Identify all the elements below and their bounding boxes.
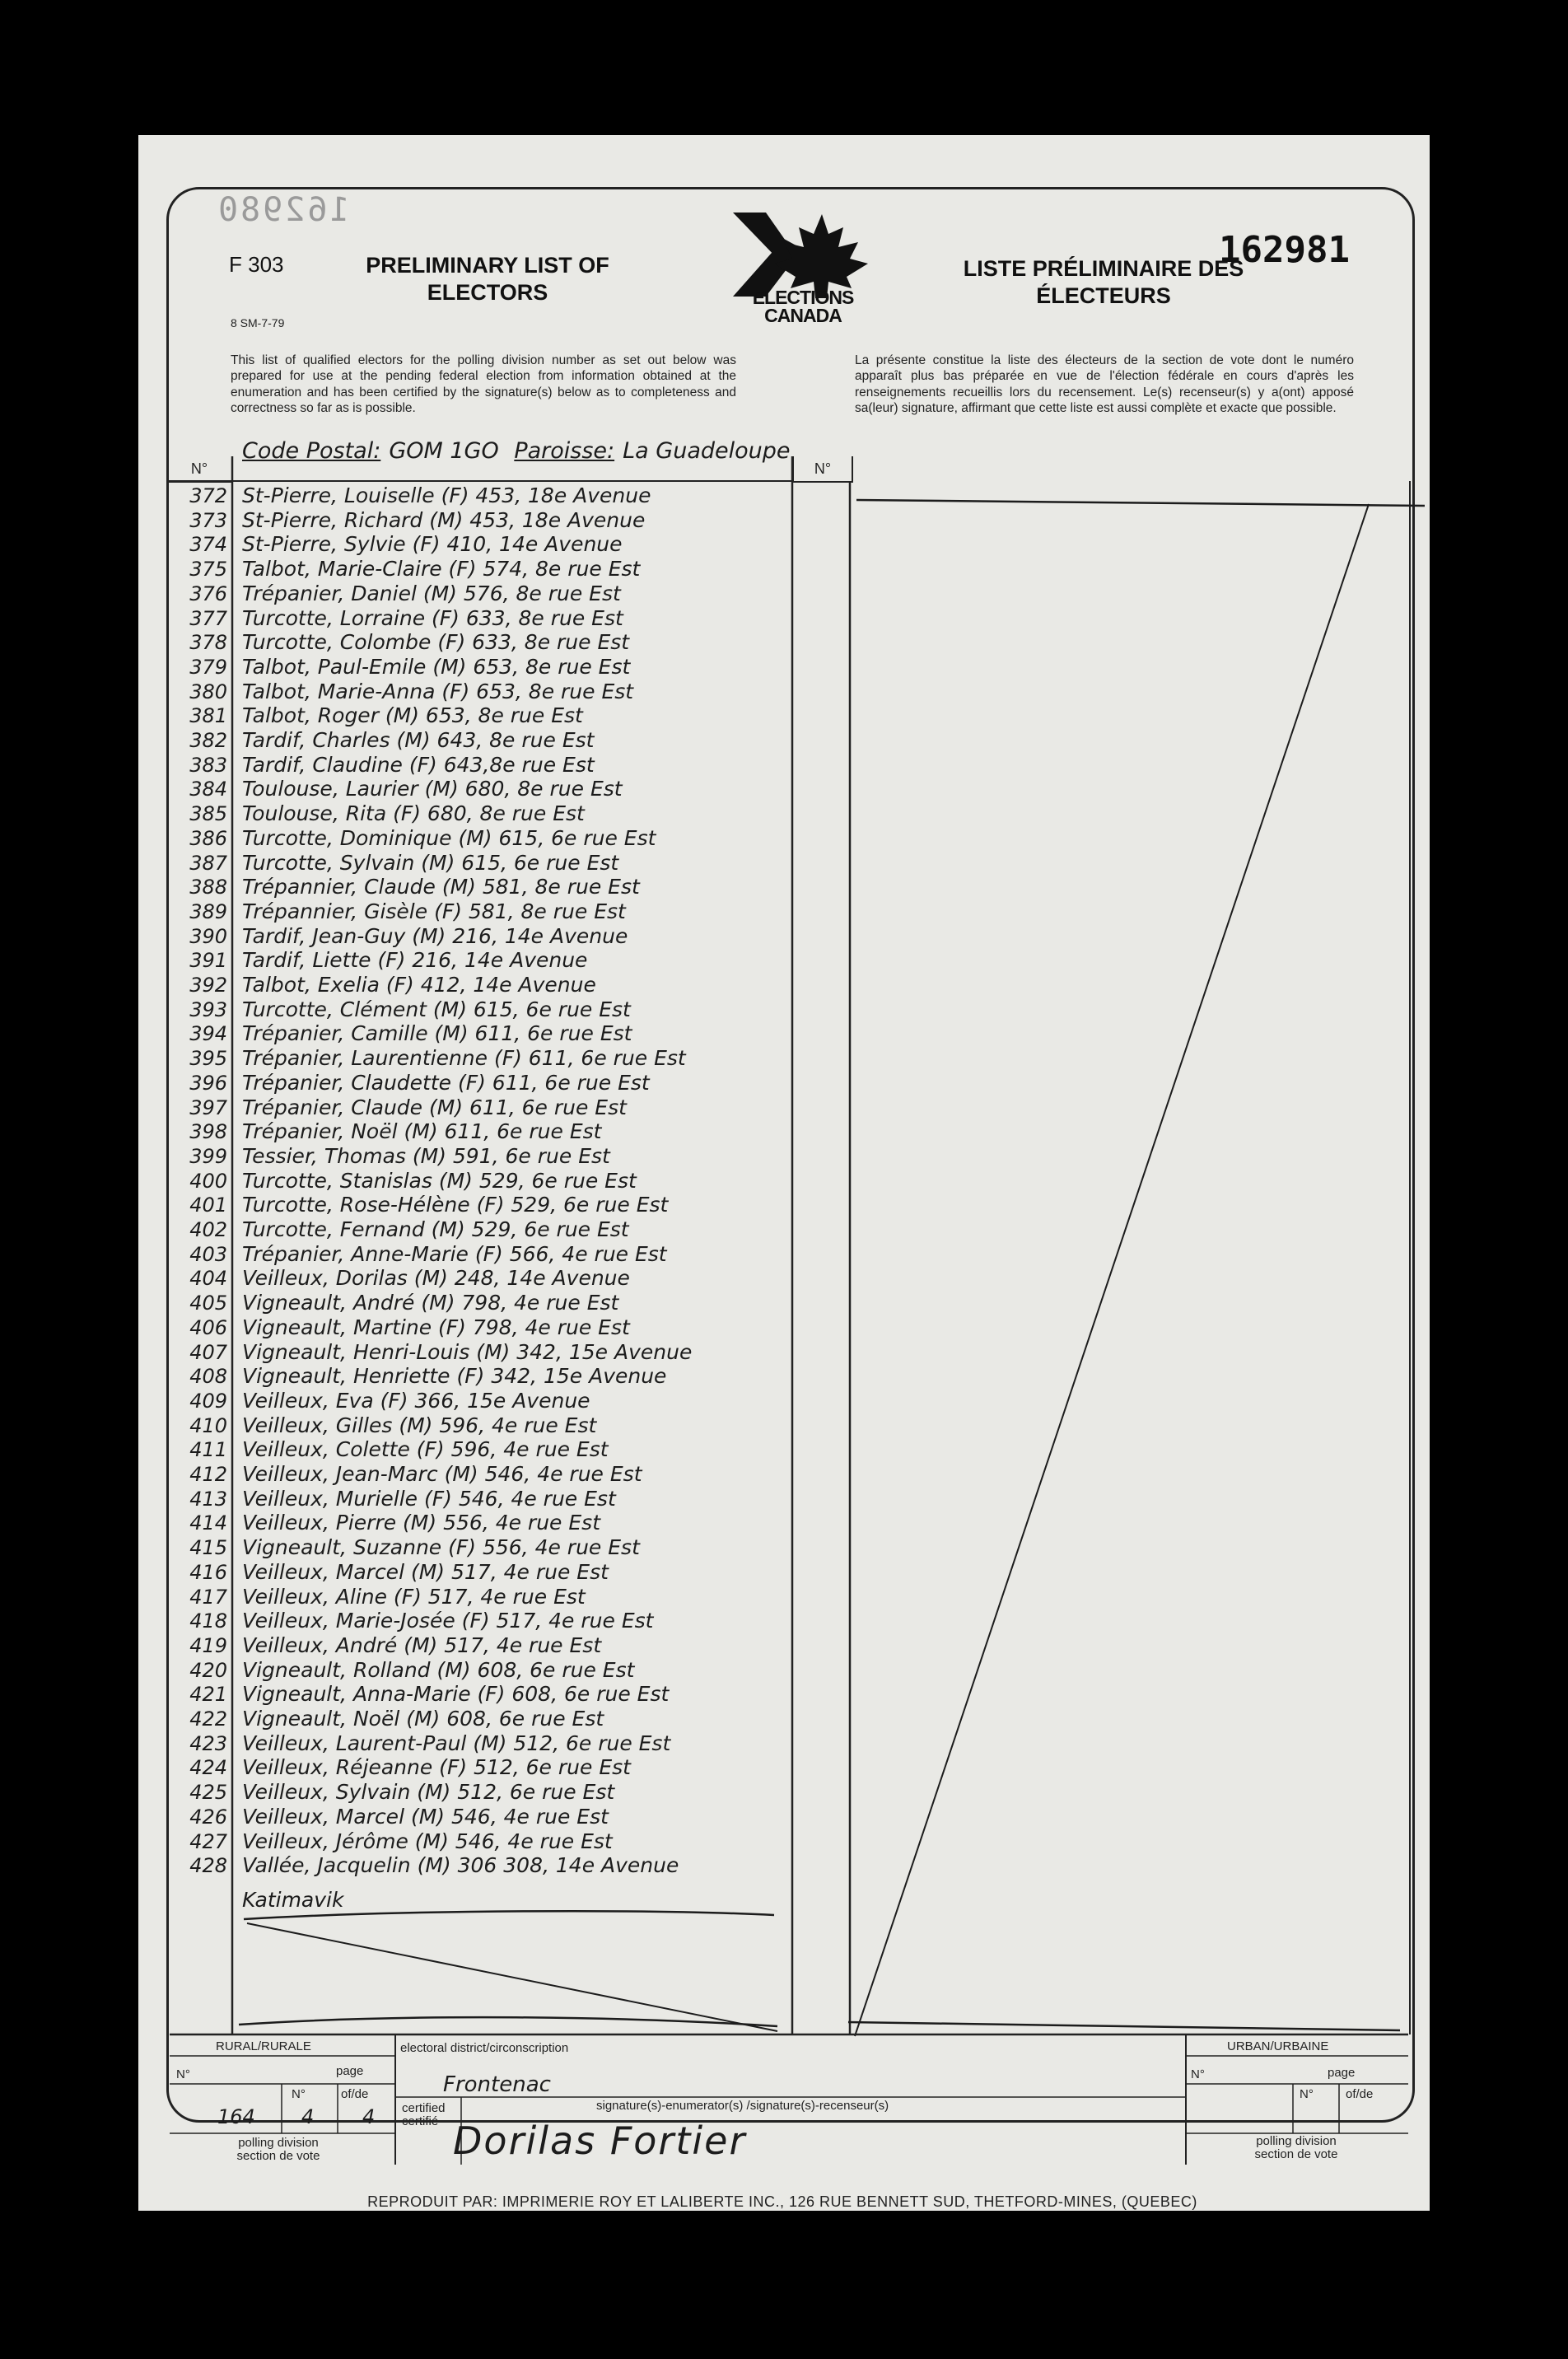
entry-number: 385 — [189, 802, 227, 826]
elector-entry: Vigneault, Anna-Marie (F) 608, 6e rue Est — [242, 1682, 670, 1707]
postal-code-value: GOM 1GO — [389, 438, 499, 464]
faint-serial-number: 162980 — [216, 191, 350, 229]
entry-number: 378 — [189, 631, 227, 655]
entry-number: 427 — [189, 1829, 227, 1853]
entry-number: 390 — [189, 924, 227, 948]
elector-entry: Veilleux, Jérôme (M) 546, 4e rue Est — [242, 1829, 613, 1853]
elector-entry: Veilleux, Murielle (F) 546, 4e rue Est — [242, 1486, 616, 1511]
entry-number: 386 — [189, 826, 227, 850]
entry-number: 405 — [189, 1292, 227, 1315]
entry-number: 379 — [189, 655, 227, 679]
elector-entry: Veilleux, Marie-Josée (F) 517, 4e rue Est — [242, 1609, 654, 1633]
elector-entry: Turcotte, Fernand (M) 529, 6e rue Est — [242, 1217, 629, 1241]
elector-entry: Turcotte, Dominique (M) 615, 6e rue Est — [242, 825, 656, 850]
entry-number: 381 — [189, 704, 227, 728]
elector-entry: Veilleux, Gilles (M) 596, 4e rue Est — [242, 1413, 597, 1437]
elector-entry: Vigneault, Henri-Louis (M) 342, 15e Avenue — [242, 1339, 693, 1364]
elector-entry: Trépannier, Claude (M) 581, 8e rue Est — [242, 875, 640, 899]
urban-page-no-label: N° — [1300, 2087, 1314, 2101]
entry-number: 410 — [189, 1413, 227, 1437]
entry-number: 394 — [189, 1022, 227, 1046]
parish-value: La Guadeloupe — [623, 438, 791, 464]
elector-entry: St-Pierre, Louiselle (F) 453, 18e Avenue — [242, 483, 651, 507]
elector-entry: Trépanier, Claudette (F) 611, 6e rue Est — [242, 1070, 650, 1095]
elector-entry: Turcotte, Lorraine (F) 633, 8e rue Est — [242, 605, 623, 630]
elector-entry: Trépanier, Noël (M) 611, 6e rue Est — [242, 1119, 602, 1144]
elector-entry: Turcotte, Clément (M) 615, 6e rue Est — [242, 997, 631, 1021]
number-column-header-right: N° — [792, 456, 853, 483]
rural-page-label: page — [336, 2064, 364, 2078]
title-french: LISTE PRÉLIMINAIRE DES ÉLECTEURS — [963, 256, 1244, 308]
entry-number: 421 — [189, 1683, 227, 1707]
elector-entry: Turcotte, Rose-Hélène (F) 529, 6e rue Est — [242, 1193, 669, 1217]
entry-number: 376 — [189, 582, 227, 605]
printer-imprint: REPRODUIT PAR: IMPRIMERIE ROY ET LALIBERTE INC., 126 RUE BENNETT SUD, THETFORD-MINES, (QUEBEC) — [367, 2193, 1197, 2210]
elector-entry: St-Pierre, Richard (M) 453, 18e Avenue — [242, 507, 646, 532]
elector-entry: Trépanier, Camille (M) 611, 6e rue Est — [242, 1021, 632, 1046]
entry-number: 384 — [189, 778, 227, 801]
form-code: 8 SM-7-79 — [231, 316, 285, 329]
page-of-label: of/de — [341, 2087, 369, 2101]
entry-continuation: Katimavik — [242, 1888, 344, 1912]
district-label: electoral district/circonscription — [400, 2041, 569, 2055]
entry-number: 411 — [189, 1438, 227, 1462]
entry-number: 422 — [189, 1707, 227, 1731]
urban-label: URBAN/URBAINE — [1227, 2039, 1329, 2053]
elector-entry: Veilleux, André (M) 517, 4e rue Est — [242, 1633, 602, 1657]
entry-number: 413 — [189, 1487, 227, 1511]
title-english: PRELIMINARY LIST OF ELECTORS — [366, 253, 609, 305]
elector-entry: Veilleux, Laurent-Paul (M) 512, 6e rue Est — [242, 1731, 671, 1755]
elector-entry: Vigneault, Martine (F) 798, 4e rue Est — [242, 1315, 630, 1339]
elector-entry: Trépanier, Claude (M) 611, 6e rue Est — [242, 1095, 627, 1119]
urban-polling-division-label: polling division section de vote — [1254, 2134, 1338, 2161]
elector-entry: Tardif, Charles (M) 643, 8e rue Est — [242, 728, 595, 752]
urban-no-label: N° — [1191, 2067, 1205, 2081]
entry-number: 396 — [189, 1071, 227, 1095]
entry-number: 419 — [189, 1633, 227, 1657]
elector-entry: Talbot, Roger (M) 653, 8e rue Est — [242, 703, 583, 728]
entry-number: 389 — [189, 899, 227, 923]
entry-number: 404 — [189, 1267, 227, 1291]
entry-number: 416 — [189, 1560, 227, 1584]
entry-number: 375 — [189, 558, 227, 582]
district-value: Frontenac — [443, 2072, 551, 2097]
entry-number: 372 — [189, 484, 227, 507]
elector-entry: Tardif, Liette (F) 216, 14e Avenue — [242, 948, 588, 973]
elector-entry: St-Pierre, Sylvie (F) 410, 14e Avenue — [242, 532, 623, 557]
elector-entry: Veilleux, Marcel (M) 517, 4e rue Est — [242, 1559, 609, 1584]
entry-number: 414 — [189, 1511, 227, 1535]
entry-number: 395 — [189, 1047, 227, 1071]
entry-number: 393 — [189, 997, 227, 1021]
entry-number: 377 — [189, 606, 227, 630]
entry-number: 401 — [189, 1194, 227, 1217]
elector-entry: Talbot, Paul-Emile (M) 653, 8e rue Est — [242, 654, 631, 679]
elector-entry: Veilleux, Jean-Marc (M) 546, 4e rue Est — [242, 1462, 642, 1486]
elector-entry: Veilleux, Dorilas (M) 248, 14e Avenue — [242, 1266, 630, 1291]
number-column-header: N° — [166, 456, 232, 483]
enumerator-signature: Dorilas Fortier — [453, 2118, 747, 2163]
elector-entry: Toulouse, Laurier (M) 680, 8e rue Est — [242, 777, 623, 801]
entry-number: 423 — [189, 1731, 227, 1755]
elector-entry: Trépanier, Laurentienne (F) 611, 6e rue Est — [242, 1046, 686, 1071]
signature-label: signature(s)-enumerator(s) /signature(s)-recenseur(s) — [596, 2099, 889, 2113]
entry-number: 417 — [189, 1585, 227, 1609]
entry-number: 388 — [189, 876, 227, 899]
postal-code-label: Code Postal: — [242, 438, 381, 464]
entry-number: 403 — [189, 1242, 227, 1266]
elector-entry: Vigneault, Noël (M) 608, 6e rue Est — [242, 1707, 604, 1731]
rural-no-label: N° — [176, 2067, 190, 2081]
entry-number: 418 — [189, 1609, 227, 1633]
urban-page-label: page — [1328, 2066, 1356, 2080]
elector-entry: Tardif, Claudine (F) 643,8e rue Est — [242, 752, 595, 777]
intro-french: La présente constitue la liste des électeurs de la section de vote dont le numéro apparaît plus bas préparée en vue de l'élection fédérale en cours d'après les renseignements recueillis lors du recensement. Le(s) recenseur(s) y a(ont) apposé sa(leur) signature, affirmant que cette liste est aussi complète et exacte que possible. — [855, 353, 1354, 416]
elector-entry: Tardif, Jean-Guy (M) 216, 14e Avenue — [242, 923, 628, 948]
elector-entry: Talbot, Exelia (F) 412, 14e Avenue — [242, 973, 596, 997]
entry-number: 424 — [189, 1756, 227, 1780]
polling-division-label: polling division section de vote — [236, 2136, 320, 2163]
rural-label: RURAL/RURALE — [216, 2039, 311, 2053]
entry-number: 398 — [189, 1120, 227, 1144]
elector-entry: Trépannier, Gisèle (F) 581, 8e rue Est — [242, 899, 626, 923]
polling-division-number: 164 — [217, 2105, 255, 2128]
entry-number: 412 — [189, 1463, 227, 1486]
elector-entry: Veilleux, Colette (F) 596, 4e rue Est — [242, 1437, 609, 1462]
elector-entry: Turcotte, Stanislas (M) 529, 6e rue Est — [242, 1168, 637, 1193]
elector-entry: Veilleux, Pierre (M) 556, 4e rue Est — [242, 1511, 600, 1535]
page-total: 4 — [362, 2105, 376, 2128]
entry-number: 400 — [189, 1169, 227, 1193]
entry-number: 428 — [189, 1854, 227, 1878]
urban-page-of-label: of/de — [1346, 2087, 1374, 2101]
entry-number: 426 — [189, 1805, 227, 1829]
entry-number: 374 — [189, 533, 227, 557]
elector-entry: Veilleux, Réjeanne (F) 512, 6e rue Est — [242, 1755, 631, 1780]
entry-number: 392 — [189, 974, 227, 997]
elector-entry: Vallée, Jacquelin (M) 306 308, 14e Avenue — [242, 1853, 679, 1878]
entry-number: 406 — [189, 1315, 227, 1339]
elector-entry: Trépanier, Daniel (M) 576, 8e rue Est — [242, 581, 621, 605]
entry-number: 402 — [189, 1218, 227, 1241]
elector-entry: Veilleux, Eva (F) 366, 15e Avenue — [242, 1388, 590, 1413]
serial-number: 162981 — [1219, 229, 1350, 271]
elector-entry: Veilleux, Marcel (M) 546, 4e rue Est — [242, 1804, 609, 1829]
elector-entry: Veilleux, Sylvain (M) 512, 6e rue Est — [242, 1780, 615, 1805]
entry-number: 380 — [189, 680, 227, 703]
agency-name: ELECTIONS CANADA — [752, 287, 854, 326]
entry-number: 391 — [189, 949, 227, 973]
elector-entry: Trépanier, Anne-Marie (F) 566, 4e rue Est — [242, 1241, 667, 1266]
entry-number: 407 — [189, 1340, 227, 1364]
entry-number: 397 — [189, 1095, 227, 1119]
elector-entry: Vigneault, Suzanne (F) 556, 4e rue Est — [242, 1535, 640, 1560]
elector-entry: Vigneault, Henriette (F) 342, 15e Avenue — [242, 1364, 667, 1389]
elector-entry: Talbot, Marie-Claire (F) 574, 8e rue Est — [242, 557, 641, 582]
elector-entry: Turcotte, Sylvain (M) 615, 6e rue Est — [242, 850, 619, 875]
elector-entry: Turcotte, Colombe (F) 633, 8e rue Est — [242, 630, 630, 655]
elector-entry: Vigneault, André (M) 798, 4e rue Est — [242, 1291, 619, 1315]
form-number: F 303 — [229, 252, 284, 277]
elector-entry: Veilleux, Aline (F) 517, 4e rue Est — [242, 1584, 586, 1609]
entry-number: 383 — [189, 753, 227, 777]
entry-number: 399 — [189, 1144, 227, 1168]
elector-entry: Vigneault, Rolland (M) 608, 6e rue Est — [242, 1657, 635, 1682]
page-number: 4 — [301, 2105, 315, 2128]
page-no-label: N° — [292, 2087, 306, 2101]
entry-number: 409 — [189, 1389, 227, 1413]
entry-number: 425 — [189, 1781, 227, 1805]
entry-number: 420 — [189, 1658, 227, 1682]
entry-number: 373 — [189, 508, 227, 532]
elector-entry: Talbot, Marie-Anna (F) 653, 8e rue Est — [242, 679, 634, 703]
entry-number: 415 — [189, 1536, 227, 1560]
entry-number: 382 — [189, 729, 227, 752]
elector-entry: Tessier, Thomas (M) 591, 6e rue Est — [242, 1143, 610, 1168]
entry-number: 408 — [189, 1365, 227, 1389]
elector-entry: Toulouse, Rita (F) 680, 8e rue Est — [242, 801, 585, 826]
entry-number: 387 — [189, 851, 227, 875]
certified-label: certified certifié — [402, 2101, 446, 2128]
parish-label: Paroisse: — [514, 438, 615, 464]
intro-english: This list of qualified electors for the polling division number as set out below was prepared for use at the pending federal election from information obtained at the enumeration and has been certified by the signature(s) below as to completeness and correctness so far as is possible. — [231, 353, 736, 416]
